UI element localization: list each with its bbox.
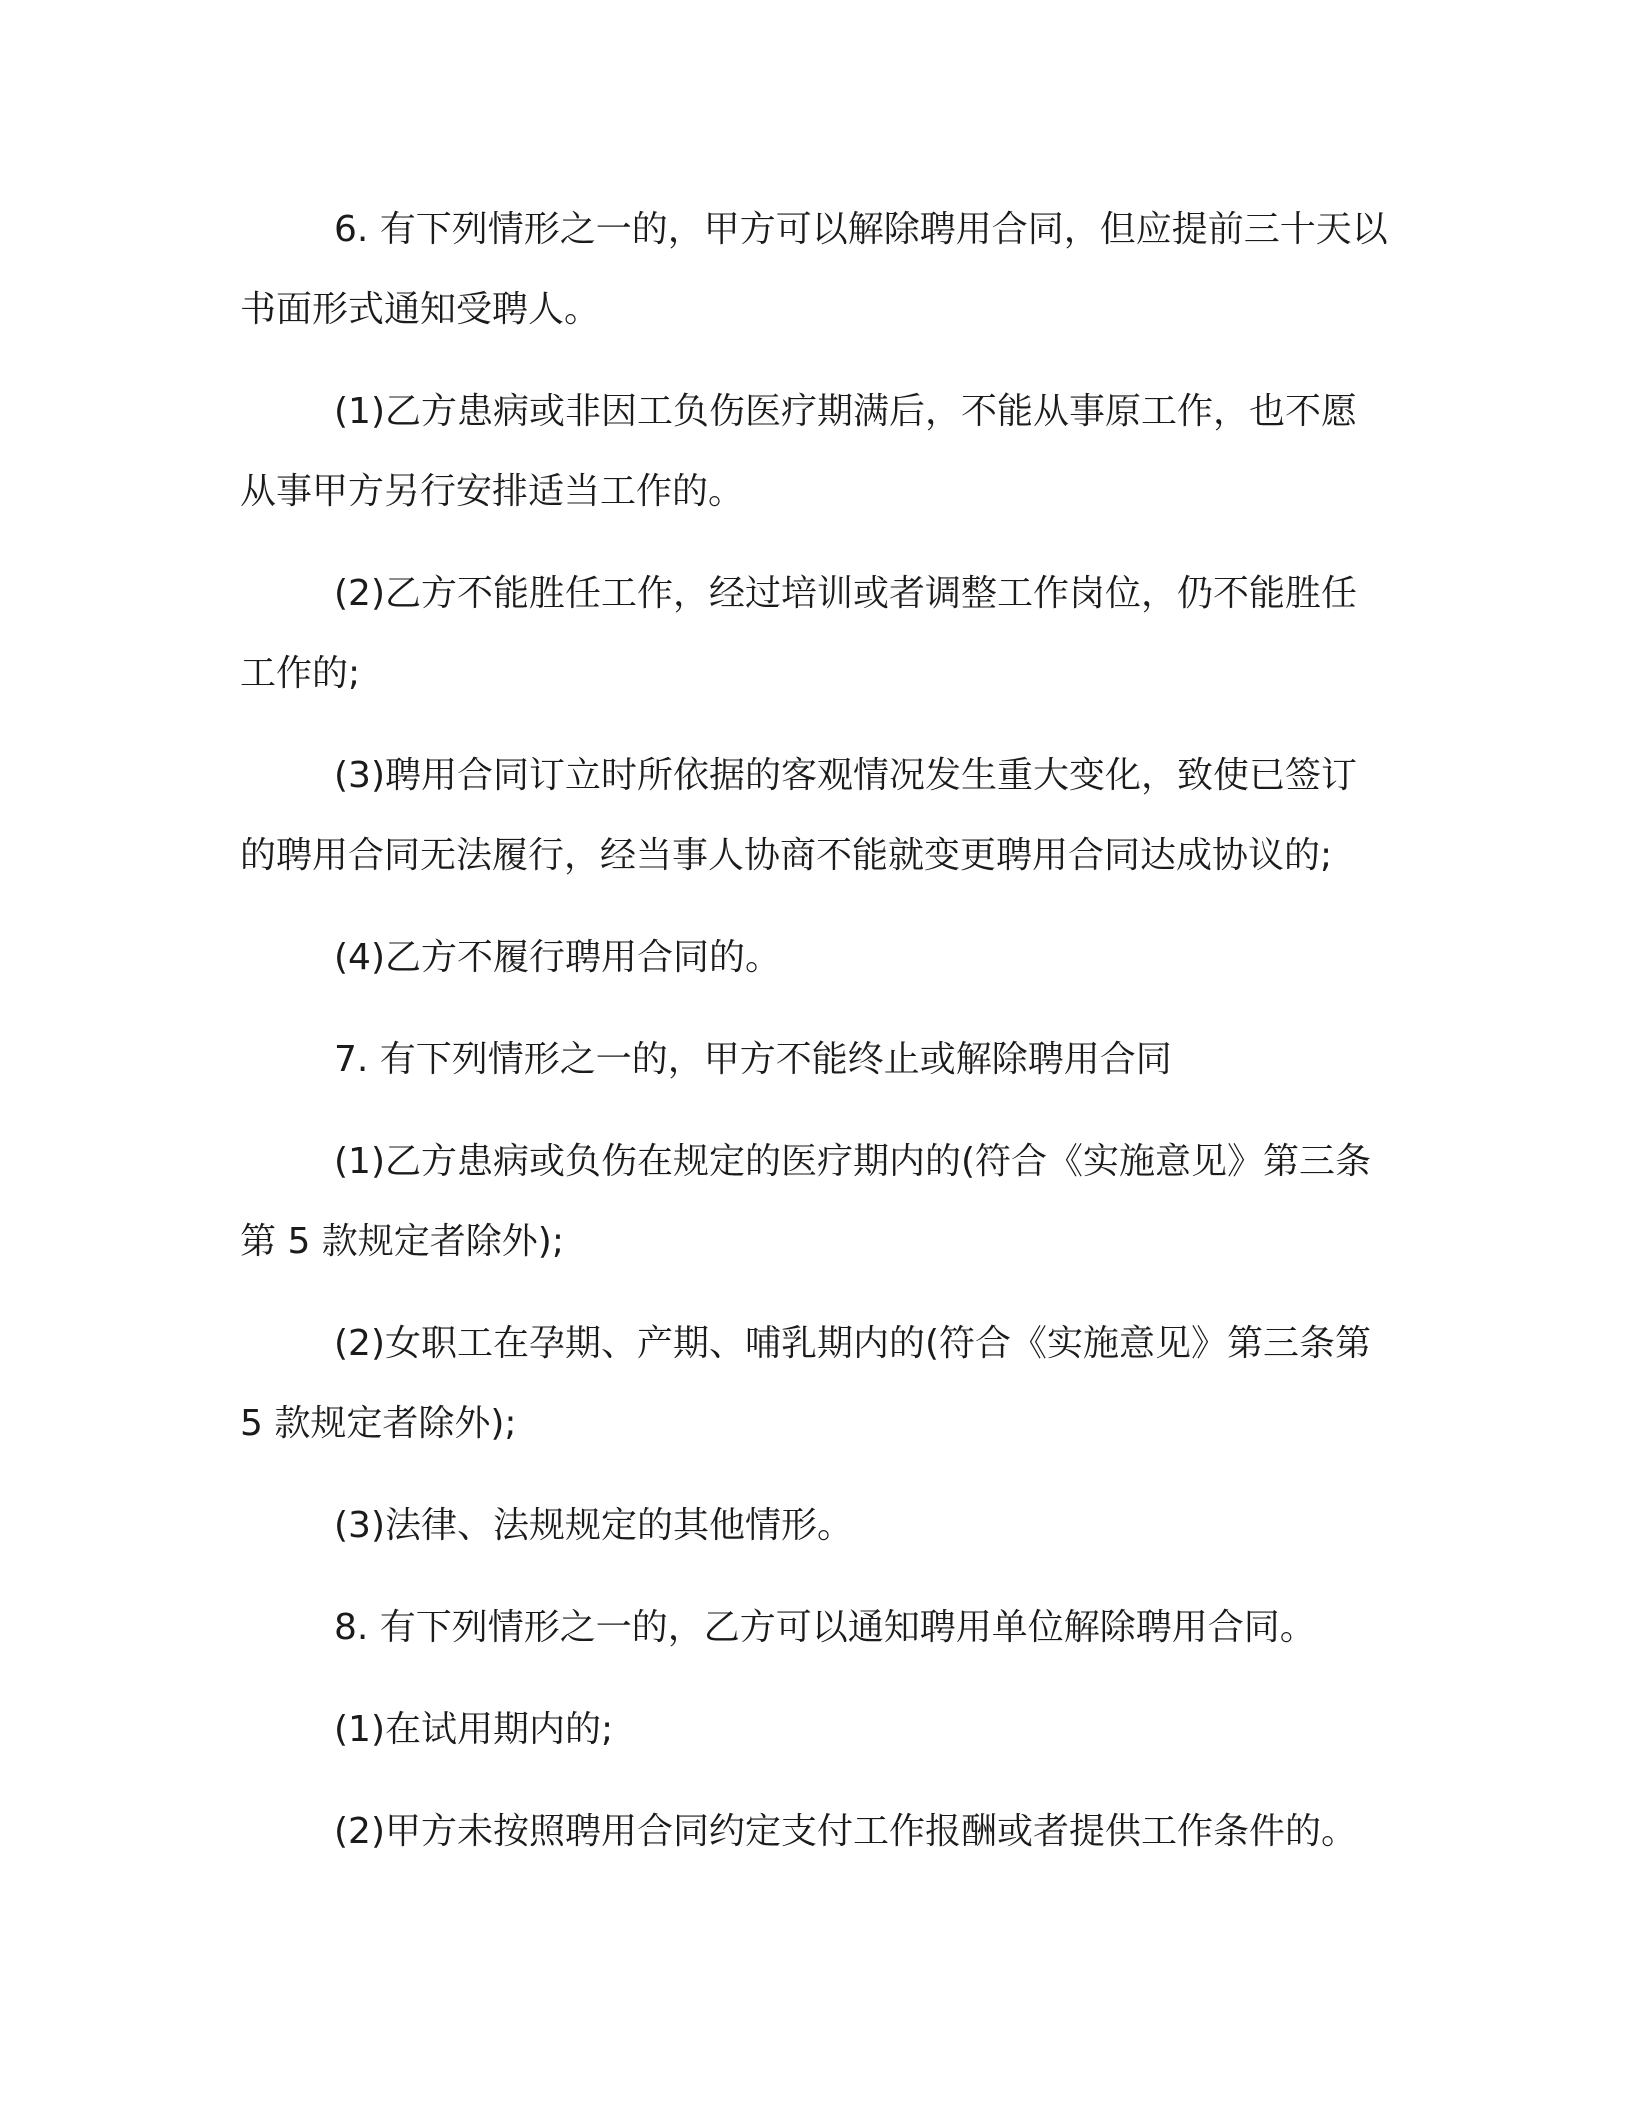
- paragraph-clause-7: 7. 有下列情形之一的，甲方不能终止或解除聘用合同: [334, 1039, 1172, 1080]
- paragraph-clause-6-item-1: (1)乙方患病或非因工负伤医疗期满后，不能从事原工作，也不愿从事甲方另行安排适当工作的。: [240, 391, 1357, 512]
- paragraph-clause-7-item-2: (2)女职工在孕期、产期、哺乳期内的(符合《实施意见》第三条第 5 款规定者除外);: [240, 1323, 1372, 1444]
- paragraph-clause-7-item-3: (3)法律、法规规定的其他情形。: [334, 1505, 853, 1546]
- paragraph-clause-6-item-4: (4)乙方不履行聘用合同的。: [334, 937, 781, 978]
- paragraph-clause-6-item-3: (3)聘用合同订立时所依据的客观情况发生重大变化，致使已签订的聘用合同无法履行，经当事人协商不能就变更聘用合同达成协议的;: [240, 755, 1357, 876]
- paragraph-clause-6-item-2: (2)乙方不能胜任工作，经过培训或者调整工作岗位，仍不能胜任工作的;: [240, 573, 1357, 694]
- paragraph-clause-7-item-1: (1)乙方患病或负伤在规定的医疗期内的(符合《实施意见》第三条第 5 款规定者除外);: [240, 1141, 1372, 1262]
- paragraph-clause-8: 8. 有下列情形之一的，乙方可以通知聘用单位解除聘用合同。: [334, 1607, 1316, 1648]
- paragraph-clause-8-item-2: (2)甲方未按照聘用合同约定支付工作报酬或者提供工作条件的。: [334, 1811, 1357, 1852]
- document-body: [240, 190, 1388, 1894]
- paragraph-clause-6: 6. 有下列情形之一的，甲方可以解除聘用合同，但应提前三十天以书面形式通知受聘人。: [240, 209, 1388, 330]
- paragraph-clause-8-item-1: (1)在试用期内的;: [334, 1709, 614, 1750]
